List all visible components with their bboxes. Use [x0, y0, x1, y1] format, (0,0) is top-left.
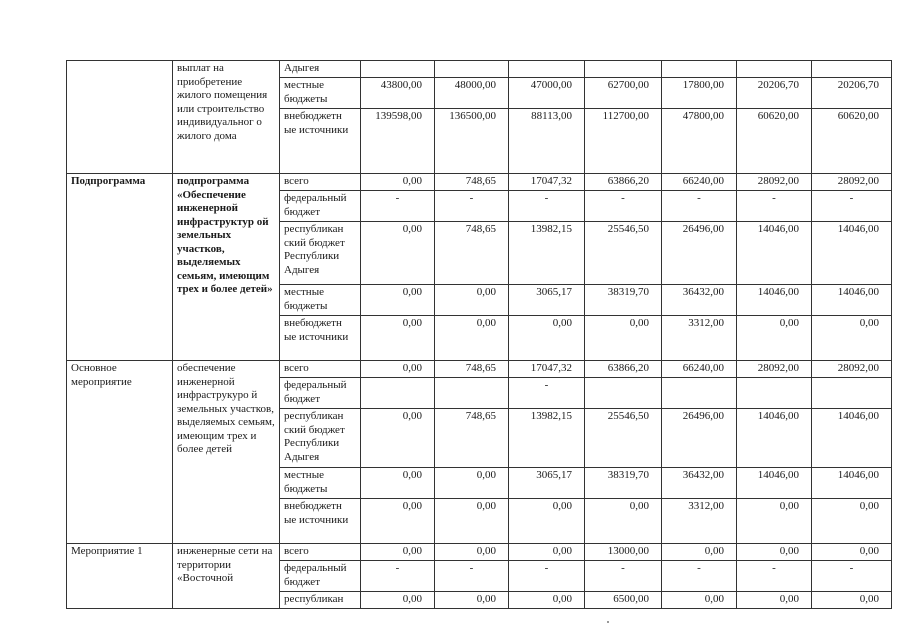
amount-cell: 63866,20 — [585, 361, 662, 378]
amount-cell: 38319,70 — [585, 468, 662, 499]
funding-source-cell: республикан ский бюджет Республики Адыгея — [280, 222, 361, 285]
program-level-cell: Основное мероприятие — [67, 361, 173, 544]
amount-cell: 748,65 — [435, 222, 509, 285]
amount-cell: - — [812, 191, 892, 222]
amount-cell: 0,00 — [509, 316, 585, 361]
amount-cell — [662, 378, 737, 409]
amount-cell: 14046,00 — [812, 409, 892, 468]
amount-cell: 47000,00 — [509, 78, 585, 109]
amount-cell: 139598,00 — [361, 109, 435, 174]
amount-cell: 0,00 — [435, 468, 509, 499]
amount-cell: - — [435, 191, 509, 222]
amount-cell: 13982,15 — [509, 222, 585, 285]
program-name-cell: выплат на приобретение жилого помещения или строительство индивидуальног о жилого дома — [173, 61, 280, 174]
budget-table — [66, 60, 892, 609]
funding-source-cell: республикан — [280, 592, 361, 609]
amount-cell: 0,00 — [435, 499, 509, 544]
program-level-cell — [67, 61, 173, 174]
funding-source-cell: местные бюджеты — [280, 285, 361, 316]
amount-cell: 14046,00 — [737, 285, 812, 316]
amount-cell: 0,00 — [435, 285, 509, 316]
amount-cell: 0,00 — [435, 544, 509, 561]
budget-table-sheet — [66, 60, 891, 605]
amount-cell: 0,00 — [737, 544, 812, 561]
amount-cell: 20206,70 — [737, 78, 812, 109]
amount-cell: 3065,17 — [509, 468, 585, 499]
amount-cell: 0,00 — [435, 592, 509, 609]
amount-cell: 25546,50 — [585, 222, 662, 285]
amount-cell: - — [361, 561, 435, 592]
amount-cell — [585, 61, 662, 78]
amount-cell: - — [361, 191, 435, 222]
amount-cell: 0,00 — [662, 592, 737, 609]
amount-cell: 0,00 — [737, 316, 812, 361]
amount-cell: 0,00 — [737, 499, 812, 544]
amount-cell — [585, 378, 662, 409]
program-level-cell: Мероприятие 1 — [67, 544, 173, 609]
table-row — [67, 544, 892, 561]
amount-cell: 26496,00 — [662, 409, 737, 468]
amount-cell — [435, 378, 509, 409]
amount-cell: 748,65 — [435, 409, 509, 468]
funding-source-cell: федеральный бюджет — [280, 191, 361, 222]
amount-cell: - — [509, 561, 585, 592]
funding-source-cell: внебюджетн ые источники — [280, 109, 361, 174]
amount-cell: 17047,32 — [509, 174, 585, 191]
amount-cell: 62700,00 — [585, 78, 662, 109]
amount-cell: - — [737, 191, 812, 222]
amount-cell: 0,00 — [361, 409, 435, 468]
amount-cell: 14046,00 — [812, 285, 892, 316]
table-row — [67, 174, 892, 191]
funding-source-cell: республикан ский бюджет Республики Адыгея — [280, 409, 361, 468]
funding-source-cell: внебюджетн ые источники — [280, 316, 361, 361]
scan-speck — [607, 621, 609, 623]
amount-cell: 3065,17 — [509, 285, 585, 316]
amount-cell: 136500,00 — [435, 109, 509, 174]
amount-cell: 0,00 — [585, 499, 662, 544]
amount-cell: 28092,00 — [812, 174, 892, 191]
amount-cell — [435, 61, 509, 78]
amount-cell: 63866,20 — [585, 174, 662, 191]
amount-cell: 112700,00 — [585, 109, 662, 174]
amount-cell: 3312,00 — [662, 316, 737, 361]
amount-cell: 0,00 — [361, 468, 435, 499]
amount-cell: 14046,00 — [812, 468, 892, 499]
amount-cell: 0,00 — [509, 544, 585, 561]
funding-source-cell: всего — [280, 361, 361, 378]
amount-cell: 0,00 — [509, 499, 585, 544]
amount-cell: 0,00 — [361, 361, 435, 378]
amount-cell: 13982,15 — [509, 409, 585, 468]
amount-cell: 17800,00 — [662, 78, 737, 109]
funding-source-cell: всего — [280, 544, 361, 561]
amount-cell: 60620,00 — [737, 109, 812, 174]
amount-cell — [509, 61, 585, 78]
amount-cell: - — [585, 191, 662, 222]
amount-cell: 0,00 — [361, 499, 435, 544]
program-name-cell: обеспечение инженерной инфраструкуро й земельных участков, выделяемых семьям, имеющим трех и более детей — [173, 361, 280, 544]
amount-cell: 17047,32 — [509, 361, 585, 378]
amount-cell: 0,00 — [361, 285, 435, 316]
funding-source-cell: Адыгея — [280, 61, 361, 78]
amount-cell: 0,00 — [361, 316, 435, 361]
table-row — [67, 361, 892, 378]
amount-cell: 0,00 — [812, 592, 892, 609]
amount-cell: - — [509, 191, 585, 222]
amount-cell — [737, 378, 812, 409]
amount-cell: 0,00 — [361, 592, 435, 609]
amount-cell: 28092,00 — [737, 174, 812, 191]
funding-source-cell: местные бюджеты — [280, 78, 361, 109]
amount-cell — [812, 378, 892, 409]
amount-cell — [361, 61, 435, 78]
amount-cell: 26496,00 — [662, 222, 737, 285]
amount-cell — [662, 61, 737, 78]
funding-source-cell: федеральный бюджет — [280, 378, 361, 409]
amount-cell: 0,00 — [509, 592, 585, 609]
amount-cell: 14046,00 — [737, 468, 812, 499]
funding-source-cell: всего — [280, 174, 361, 191]
amount-cell: 0,00 — [812, 499, 892, 544]
amount-cell: 0,00 — [585, 316, 662, 361]
amount-cell: - — [737, 561, 812, 592]
amount-cell: 0,00 — [361, 222, 435, 285]
amount-cell: 20206,70 — [812, 78, 892, 109]
amount-cell: 66240,00 — [662, 361, 737, 378]
amount-cell: 36432,00 — [662, 468, 737, 499]
funding-source-cell: федеральный бюджет — [280, 561, 361, 592]
amount-cell: 25546,50 — [585, 409, 662, 468]
program-level-cell: Подпрограмма — [67, 174, 173, 361]
table-body — [67, 61, 892, 609]
amount-cell: - — [812, 561, 892, 592]
amount-cell: 6500,00 — [585, 592, 662, 609]
amount-cell: 28092,00 — [737, 361, 812, 378]
amount-cell: 47800,00 — [662, 109, 737, 174]
amount-cell: 13000,00 — [585, 544, 662, 561]
amount-cell: - — [509, 378, 585, 409]
amount-cell: 36432,00 — [662, 285, 737, 316]
amount-cell: 0,00 — [662, 544, 737, 561]
amount-cell: 14046,00 — [737, 409, 812, 468]
amount-cell — [812, 61, 892, 78]
amount-cell: 14046,00 — [737, 222, 812, 285]
amount-cell: 0,00 — [737, 592, 812, 609]
amount-cell: 60620,00 — [812, 109, 892, 174]
amount-cell: 14046,00 — [812, 222, 892, 285]
amount-cell: 88113,00 — [509, 109, 585, 174]
amount-cell — [737, 61, 812, 78]
program-name-cell: подпрограмма «Обеспечение инженерной инфраструктур ой земельных участков, выделяемых семьям, имеющим трех и более детей» — [173, 174, 280, 361]
amount-cell: - — [662, 191, 737, 222]
amount-cell: 3312,00 — [662, 499, 737, 544]
amount-cell: 748,65 — [435, 174, 509, 191]
amount-cell: - — [435, 561, 509, 592]
program-name-cell: инженерные сети на территории «Восточной — [173, 544, 280, 609]
amount-cell: 66240,00 — [662, 174, 737, 191]
funding-source-cell: местные бюджеты — [280, 468, 361, 499]
amount-cell: 0,00 — [812, 544, 892, 561]
amount-cell — [361, 378, 435, 409]
funding-source-cell: внебюджетн ые источники — [280, 499, 361, 544]
amount-cell: 0,00 — [361, 544, 435, 561]
amount-cell: 28092,00 — [812, 361, 892, 378]
amount-cell: 48000,00 — [435, 78, 509, 109]
amount-cell: 0,00 — [435, 316, 509, 361]
amount-cell: 43800,00 — [361, 78, 435, 109]
amount-cell: 748,65 — [435, 361, 509, 378]
amount-cell: 0,00 — [812, 316, 892, 361]
amount-cell: - — [662, 561, 737, 592]
amount-cell: 38319,70 — [585, 285, 662, 316]
table-row — [67, 61, 892, 78]
amount-cell: 0,00 — [361, 174, 435, 191]
amount-cell: - — [585, 561, 662, 592]
